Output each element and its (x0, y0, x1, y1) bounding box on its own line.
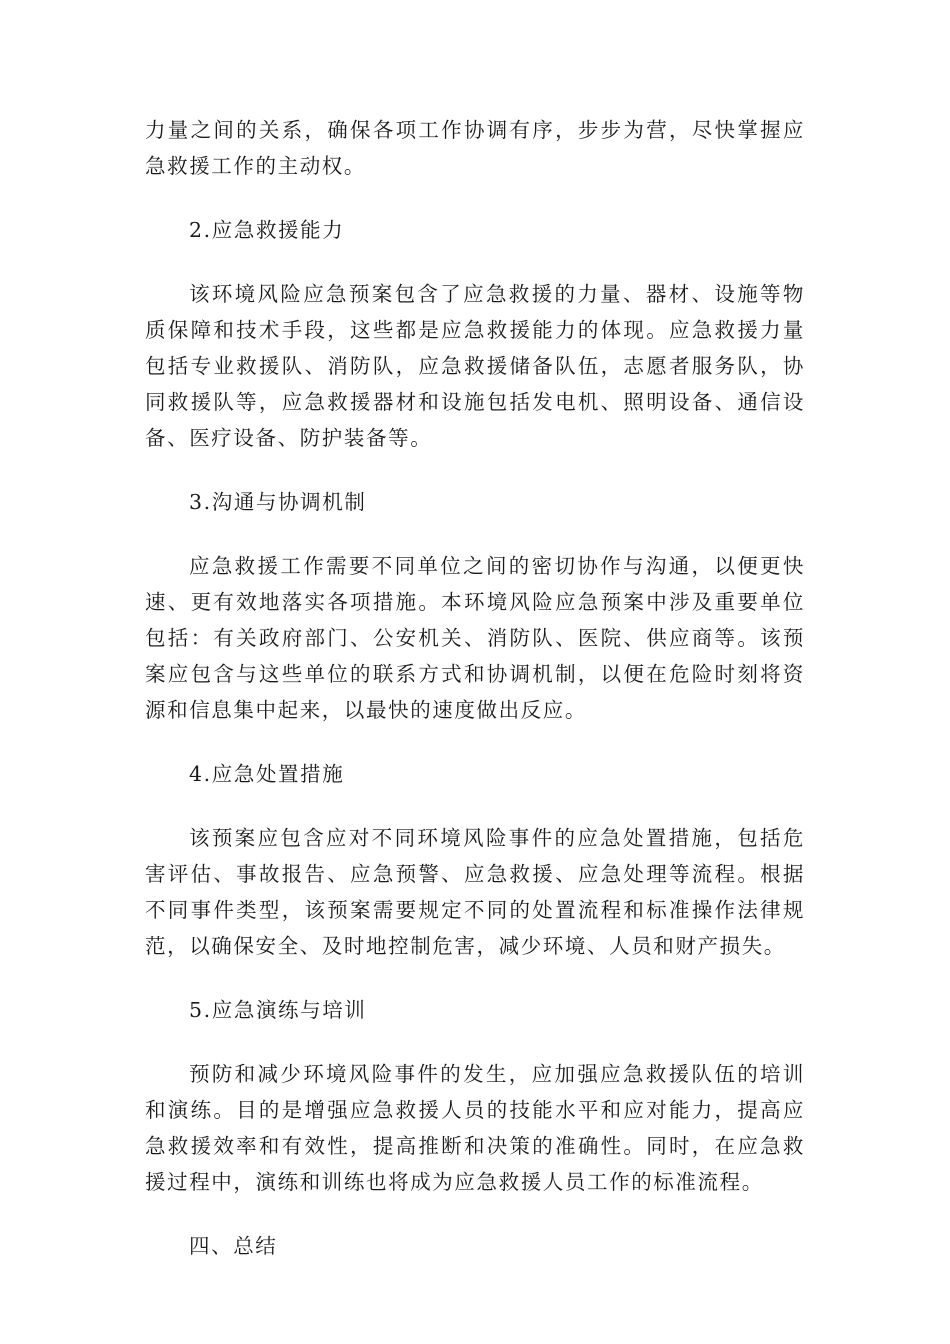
section-heading-emergency-capability: 2.应急救援能力 (189, 218, 345, 242)
paragraph-gap (145, 520, 805, 548)
section-body-emergency-capability: 该环境风险应急预案包含了应急救援的力量、器材、设施等物质保障和技术手段，这些都是应急救援能力的体现。应急救援力量包括专业救援队、消防队，应急救援储备队伍，志愿者服务队，协同救援队等，应急救援器材和设施包括发电机、照明设备、通信设备、医疗设备、防护装备等。 (145, 282, 805, 450)
paragraph-gap (145, 964, 805, 992)
section-heading-response-measures: 4.应急处置措施 (189, 762, 345, 786)
section-heading-drills-training: 5.应急演练与培训 (189, 998, 367, 1022)
paragraph-gap (145, 792, 805, 820)
paragraph-gap (145, 1028, 805, 1056)
section-body-drills-training: 预防和减少环境风险事件的发生，应加强应急救援队伍的培训和演练。目的是增强应急救援人员的技能水平和应对能力，提高应急救援效率和有效性，提高推断和决策的准确性。同时，在应急救援过程中，演练和训练也将成为应急救援人员工作的标准流程。 (145, 1062, 805, 1194)
paragraph-gap (145, 248, 805, 276)
paragraph-gap (145, 728, 805, 756)
document-page (145, 112, 805, 1264)
final-heading-summary: 四、总结 (189, 1234, 278, 1258)
paragraph-gap (145, 184, 805, 212)
paragraph-gap (145, 456, 805, 484)
section-body-response-measures: 该预案应包含应对不同环境风险事件的应急处置措施，包括危害评估、事故报告、应急预警、应急救援、应急处理等流程。根据不同事件类型，该预案需要规定不同的处置流程和标准操作法律规范，以确保安全、及时地控制危害，减少环境、人员和财产损失。 (145, 826, 805, 958)
continuation-paragraph: 力量之间的关系，确保各项工作协调有序，步步为营，尽快掌握应急救援工作的主动权。 (145, 118, 805, 178)
paragraph-gap (145, 1200, 805, 1228)
section-heading-communication: 3.沟通与协调机制 (189, 490, 367, 514)
section-body-communication: 应急救援工作需要不同单位之间的密切协作与沟通，以便更快速、更有效地落实各项措施。本环境风险应急预案中涉及重要单位包括：有关政府部门、公安机关、消防队、医院、供应商等。该预案应包含与这些单位的联系方式和协调机制，以便在危险时刻将资源和信息集中起来，以最快的速度做出反应。 (145, 554, 805, 722)
